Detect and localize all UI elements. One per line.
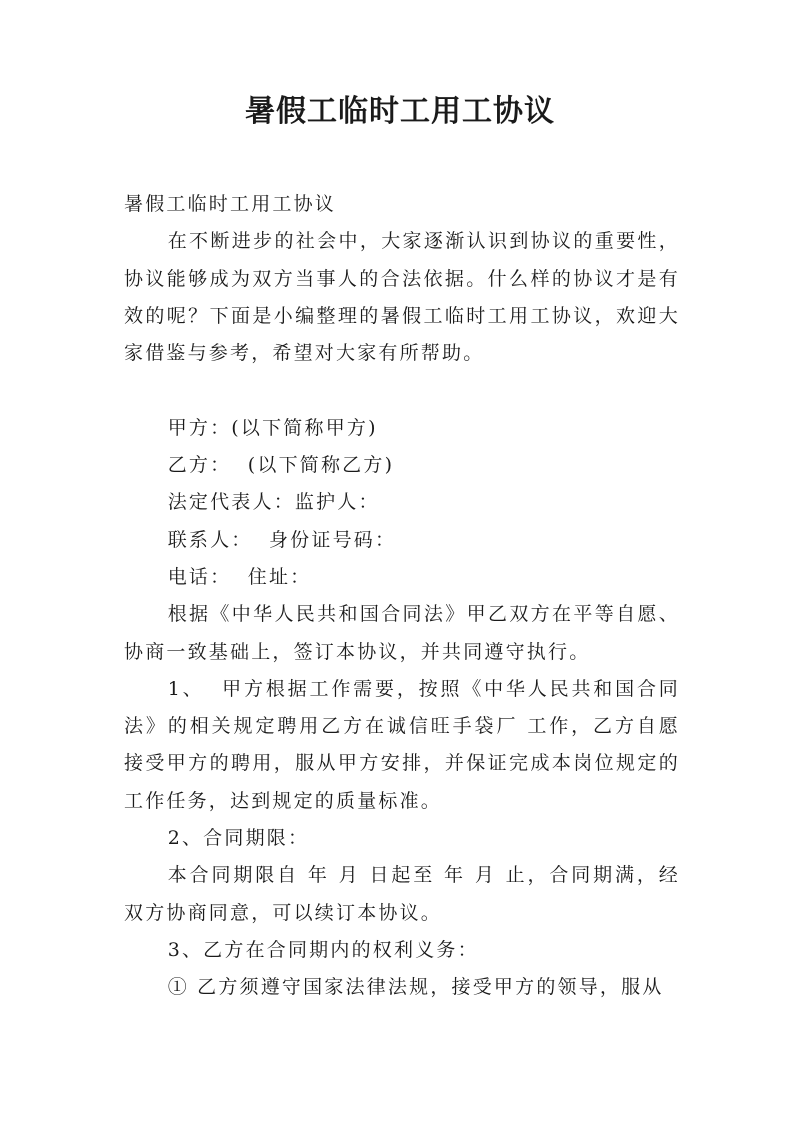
document-body [124, 186, 680, 1007]
clause-2-heading: 2、合同期限： [167, 827, 310, 850]
document-title: 暑假工临时工用工协议 [245, 94, 555, 129]
intro-paragraph: 在不断进步的社会中，大家逐渐认识到协议的重要性，协议能够成为双方当事人的合法依据。什么样的协议才是有效的呢？下面是小编整理的暑假工临时工用工协议，欢迎大家借鉴与参考，希望对大家有所帮助。 [124, 230, 680, 365]
party-a-line: 甲方：(以下简称甲方) [167, 416, 378, 439]
clause-3-item-1: ① 乙方须遵守国家法律法规，接受甲方的领导，服从 [167, 976, 664, 999]
legal-representative-line: 法定代表人：监护人： [167, 491, 380, 514]
contact-line: 联系人： 身份证号码： [167, 528, 397, 551]
clause-1-paragraph: 1、 甲方根据工作需要，按照《中华人民共和国合同法》的相关规定聘用乙方在诚信旺手袋厂 工作，乙方自愿接受甲方的聘用，服从甲方安排，并保证完成本岗位规定的工作任务，达到规定的质量标准。 [124, 677, 680, 812]
clause-3-heading: 3、乙方在合同期内的权利义务： [167, 938, 479, 961]
subtitle-paragraph: 暑假工临时工用工协议 [124, 193, 337, 215]
basis-paragraph: 根据《中华人民共和国合同法》甲乙双方在平等自愿、协商一致基础上，签订本协议，并共同遵守执行。 [124, 603, 680, 663]
phone-address-line: 电话： 住址： [167, 565, 312, 588]
blank-line [124, 372, 680, 409]
party-b-line: 乙方： (以下简称乙方) [167, 454, 395, 477]
contract-term-paragraph: 本合同期限自 年 月 日起至 年 月 止，合同期满，经双方协商同意，可以续订本协议。 [124, 864, 680, 924]
